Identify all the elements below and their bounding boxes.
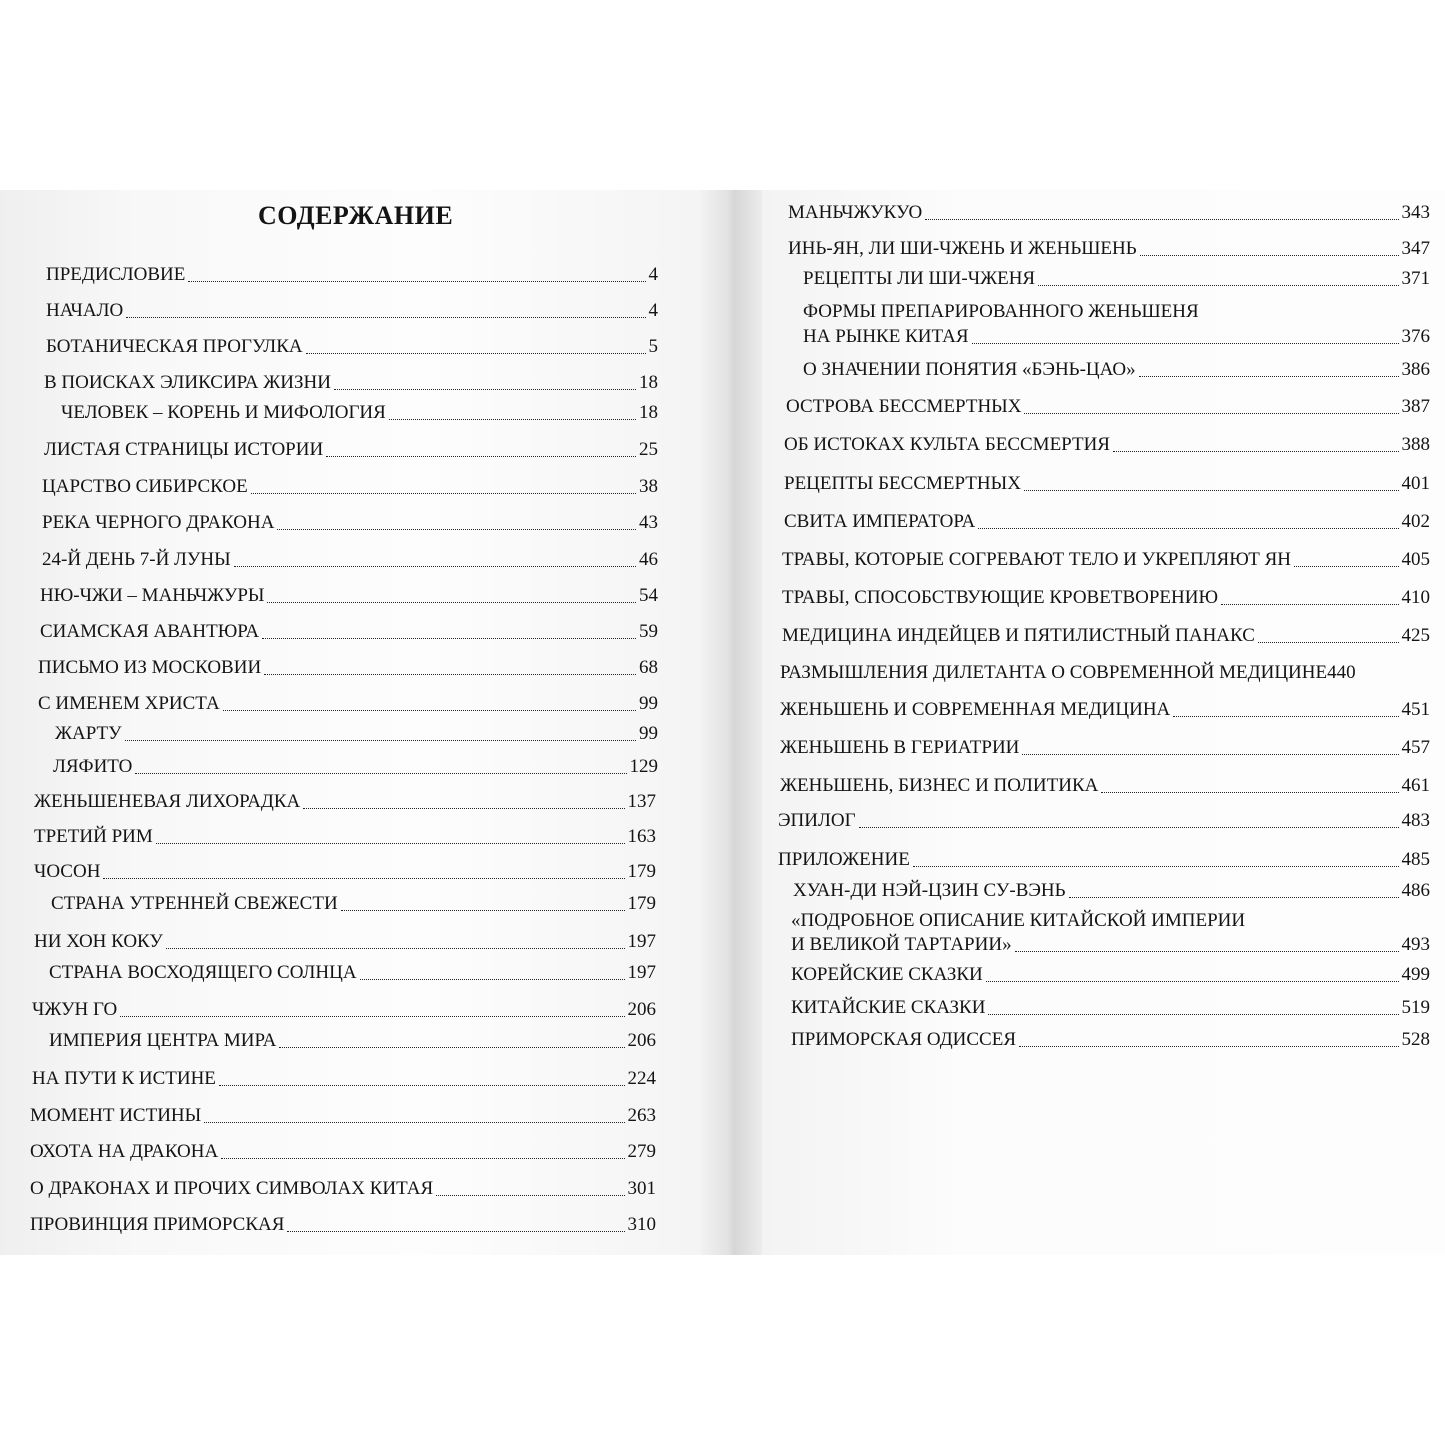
toc-entry-label: СВИТА ИМПЕРАТОРА — [784, 511, 976, 532]
toc-entry — [34, 861, 656, 883]
toc-entry-page: 224 — [627, 1068, 656, 1089]
toc-entry — [32, 999, 656, 1021]
toc-entry — [778, 849, 1430, 871]
toc-entry-label: ПРЕДИСЛОВИЕ — [46, 264, 186, 285]
leader-dots — [120, 1016, 624, 1017]
leader-dots — [204, 1122, 624, 1123]
toc-entry — [778, 810, 1430, 832]
toc-entry-page: 376 — [1401, 326, 1430, 347]
toc-entry — [30, 1141, 656, 1163]
toc-entry-label: ЭПИЛОГ — [778, 810, 856, 831]
toc-entry — [784, 434, 1430, 456]
toc-entry-label: СТРАНА УТРЕННЕЙ СВЕЖЕСТИ — [51, 893, 338, 914]
toc-entry-label: ЖЕНЬШЕНЬ В ГЕРИАТРИИ — [780, 737, 1020, 758]
leader-dots — [326, 456, 636, 457]
leader-dots — [913, 866, 1399, 867]
toc-entry-label: ЖЕНЬШЕНЬ И СОВРЕМЕННАЯ МЕДИЦИНА — [780, 699, 1171, 720]
toc-entry — [791, 997, 1430, 1019]
toc-entry — [49, 962, 656, 984]
toc-entry-page: 310 — [627, 1214, 656, 1235]
toc-entry-page: 99 — [639, 693, 658, 714]
toc-entry-label: ТРАВЫ, СПОСОБСТВУЮЩИЕ КРОВЕТВОРЕНИЮ — [782, 587, 1218, 608]
leader-dots — [125, 740, 636, 741]
book-gutter — [700, 190, 762, 1255]
leader-dots — [986, 981, 1399, 982]
toc-entry-page: 457 — [1401, 737, 1430, 758]
toc-entry — [46, 264, 658, 286]
leader-dots — [389, 419, 636, 420]
leader-dots — [188, 281, 645, 282]
toc-entry-page: 461 — [1401, 775, 1430, 796]
toc-entry-label: О ДРАКОНАХ И ПРОЧИХ СИМВОЛАХ КИТАЯ — [30, 1178, 434, 1199]
toc-entry-page: 18 — [639, 372, 658, 393]
leader-dots — [1173, 716, 1398, 717]
toc-entry-label: КИТАЙСКИЕ СКАЗКИ — [791, 997, 986, 1018]
toc-entry — [30, 1214, 656, 1236]
leader-dots — [262, 638, 636, 639]
toc-entry-page: 25 — [639, 439, 658, 460]
toc-entry — [38, 657, 658, 679]
toc-entry — [30, 1105, 656, 1127]
toc-entry-label: ОБ ИСТОКАХ КУЛЬТА БЕССМЕРТИЯ — [784, 434, 1110, 455]
leader-dots — [251, 493, 636, 494]
leader-dots — [1015, 951, 1399, 952]
leader-dots — [1294, 566, 1398, 567]
toc-entry-page: 388 — [1401, 434, 1430, 455]
leader-dots — [103, 878, 624, 879]
leader-dots — [303, 808, 624, 809]
toc-entry — [42, 512, 658, 534]
toc-entry — [49, 1030, 656, 1052]
toc-entry — [791, 1029, 1430, 1051]
toc-entry-label: 24-Й ДЕНЬ 7-Й ЛУНЫ — [42, 549, 231, 570]
toc-entry-page: 402 — [1401, 511, 1430, 532]
leader-dots — [166, 948, 625, 949]
toc-entry-page: 54 — [639, 585, 658, 606]
toc-entry — [34, 826, 656, 848]
toc-entry-page: 387 — [1401, 396, 1430, 417]
toc-entry-label: ТРАВЫ, КОТОРЫЕ СОГРЕВАЮТ ТЕЛО И УКРЕПЛЯЮТ ЯН — [782, 549, 1292, 570]
leader-dots — [234, 566, 636, 567]
toc-entry-page: 5 — [648, 336, 658, 357]
toc-entry-label: ТРЕТИЙ РИМ — [34, 826, 153, 847]
toc-entry — [788, 238, 1430, 260]
toc-entry-label: ЧЕЛОВЕК – КОРЕНЬ И МИФОЛОГИЯ — [61, 402, 386, 423]
toc-entry-label: ЖЕНЬШЕНЬ, БИЗНЕС И ПОЛИТИКА — [780, 775, 1099, 796]
leader-dots — [287, 1231, 624, 1232]
toc-entry-label: В ПОИСКАХ ЭЛИКСИРА ЖИЗНИ — [44, 372, 331, 393]
toc-entry-page: 519 — [1401, 997, 1430, 1018]
toc-entry — [803, 326, 1430, 348]
leader-dots — [1101, 792, 1398, 793]
leader-dots — [972, 343, 1399, 344]
toc-entry-label: ПРИМОРСКАЯ ОДИССЕЯ — [791, 1029, 1016, 1050]
toc-entry-label: И ВЕЛИКОЙ ТАРТАРИИ» — [791, 934, 1012, 955]
toc-entry-page: 206 — [627, 999, 656, 1020]
toc-entry-label: НАЧАЛО — [46, 300, 124, 321]
toc-entry-page: 206 — [627, 1030, 656, 1051]
toc-entry — [34, 931, 656, 953]
right-page — [762, 190, 1445, 1255]
toc-entry-label: МЕДИЦИНА ИНДЕЙЦЕВ И ПЯТИЛИСТНЫЙ ПАНАКС — [782, 625, 1255, 646]
toc-entry-page: 483 — [1401, 810, 1430, 831]
toc-entry — [40, 621, 658, 643]
toc-entry-label: ОСТРОВА БЕССМЕРТНЫХ — [786, 396, 1022, 417]
toc-entry-page: 493 — [1401, 934, 1430, 955]
toc-entry — [42, 476, 658, 498]
toc-entry — [782, 549, 1430, 571]
toc-entry-page: 386 — [1401, 359, 1430, 380]
toc-entry-label: БОТАНИЧЕСКАЯ ПРОГУЛКА — [46, 336, 303, 357]
leader-dots — [360, 979, 625, 980]
leader-dots — [223, 710, 636, 711]
toc-entry-page: 46 — [639, 549, 658, 570]
toc-entry-label: ФОРМЫ ПРЕПАРИРОВАННОГО ЖЕНЬШЕНЯ — [803, 301, 1199, 322]
toc-entry-label: ЦАРСТВО СИБИРСКОЕ — [42, 476, 248, 497]
toc-entry-label: НЮ-ЧЖИ – МАНЬЧЖУРЫ — [40, 585, 265, 606]
toc-entry-page: 197 — [627, 962, 656, 983]
leader-dots — [279, 1047, 624, 1048]
toc-entry — [51, 893, 656, 915]
toc-entry-page: 410 — [1401, 587, 1430, 608]
toc-entry-label: ЛИСТАЯ СТРАНИЦЫ ИСТОРИИ — [44, 439, 324, 460]
leader-dots — [1019, 1046, 1399, 1047]
toc-entry-label: НА ПУТИ К ИСТИНЕ — [32, 1068, 216, 1089]
toc-entry — [782, 625, 1430, 647]
toc-entry-label: НИ ХОН КОКУ — [34, 931, 163, 952]
leader-dots — [156, 843, 625, 844]
toc-entry-page: 347 — [1401, 238, 1430, 259]
leader-dots — [1139, 376, 1399, 377]
toc-entry-page: 4 — [648, 264, 658, 285]
leader-dots — [126, 317, 645, 318]
toc-entry-page: 163 — [627, 826, 656, 847]
leader-dots — [1140, 255, 1399, 256]
leader-dots — [221, 1158, 624, 1159]
toc-entry-label: ИМПЕРИЯ ЦЕНТРА МИРА — [49, 1030, 277, 1051]
leader-dots — [1022, 754, 1398, 755]
toc-entry — [34, 791, 656, 813]
toc-entry-page: 451 — [1401, 699, 1430, 720]
toc-entry — [30, 1178, 656, 1200]
toc-entry-label: ЛЯФИТО — [53, 756, 133, 777]
toc-entry — [61, 402, 658, 424]
toc-entry — [791, 910, 1430, 932]
leader-dots — [267, 602, 636, 603]
toc-entry-label: МАНЬЧЖУКУО — [788, 202, 923, 223]
leader-dots — [1258, 642, 1399, 643]
leader-dots — [925, 219, 1398, 220]
toc-entry-page: 59 — [639, 621, 658, 642]
toc-entry-page: 68 — [639, 657, 658, 678]
toc-entry-page: 485 — [1401, 849, 1430, 870]
page-title: СОДЕРЖАНИЕ — [258, 201, 454, 230]
leader-dots — [219, 1085, 625, 1086]
toc-entry — [791, 964, 1430, 986]
toc-entry — [46, 300, 658, 322]
leader-dots — [341, 910, 625, 911]
leader-dots — [264, 674, 636, 675]
toc-entry — [786, 396, 1430, 418]
toc-entry-label: С ИМЕНЕМ ХРИСТА — [38, 693, 220, 714]
toc-entry-page: 499 — [1401, 964, 1430, 985]
toc-entry — [803, 268, 1430, 290]
toc-entry — [38, 693, 658, 715]
toc-entry — [44, 439, 658, 461]
leader-dots — [436, 1195, 624, 1196]
toc-entry — [793, 880, 1430, 902]
leader-dots — [1221, 604, 1399, 605]
toc-entry-page: 129 — [629, 756, 658, 777]
toc-entry — [42, 549, 658, 571]
toc-entry-label: ПРОВИНЦИЯ ПРИМОРСКАЯ — [30, 1214, 285, 1235]
toc-entry — [788, 202, 1430, 224]
leader-dots — [1024, 413, 1398, 414]
leader-dots — [306, 353, 646, 354]
toc-entry-label: РЕЦЕПТЫ БЕССМЕРТНЫХ — [784, 473, 1021, 494]
leader-dots — [1069, 897, 1399, 898]
leader-dots — [135, 773, 626, 774]
toc-entry-page: 4 — [648, 300, 658, 321]
toc-entry-label: СИАМСКАЯ АВАНТЮРА — [40, 621, 260, 642]
toc-entry-label: РЕКА ЧЕРНОГО ДРАКОНА — [42, 512, 275, 533]
toc-entry-page: 343 — [1401, 202, 1430, 223]
toc-entry — [780, 662, 1430, 684]
toc-entry-label: РЕЦЕПТЫ ЛИ ШИ-ЧЖЕНЯ — [803, 268, 1036, 289]
toc-entry-label: ЖАРТУ — [55, 723, 122, 744]
toc-entry — [784, 511, 1430, 533]
toc-entry — [791, 934, 1430, 956]
toc-entry-label: «ПОДРОБНОЕ ОПИСАНИЕ КИТАЙСКОЙ ИМПЕРИИ — [791, 910, 1246, 931]
toc-entry-label: ПИСЬМО ИЗ МОСКОВИИ — [38, 657, 262, 678]
toc-entry — [32, 1068, 656, 1090]
toc-entry-page: 43 — [639, 512, 658, 533]
toc-entry-page: 18 — [639, 402, 658, 423]
toc-entry — [40, 585, 658, 607]
leader-dots — [277, 529, 636, 530]
leader-dots — [1113, 451, 1399, 452]
toc-entry-page: 99 — [639, 723, 658, 744]
toc-entry-page: 405 — [1401, 549, 1430, 570]
toc-entry — [780, 775, 1430, 797]
toc-entry-label: ИНЬ-ЯН, ЛИ ШИ-ЧЖЕНЬ И ЖЕНЬШЕНЬ — [788, 238, 1137, 259]
toc-entry — [46, 336, 658, 358]
toc-entry-page: 301 — [627, 1178, 656, 1199]
toc-entry-label: ОХОТА НА ДРАКОНА — [30, 1141, 219, 1162]
toc-entry — [803, 301, 1430, 323]
toc-entry — [780, 737, 1430, 759]
toc-entry — [782, 587, 1430, 609]
leader-dots — [1024, 490, 1399, 491]
toc-entry-page: 197 — [627, 931, 656, 952]
toc-entry — [53, 756, 658, 778]
toc-entry-page: 528 — [1401, 1029, 1430, 1050]
toc-entry-label: ЧЖУН ГО — [32, 999, 118, 1020]
leader-dots — [334, 389, 636, 390]
toc-entry-label: ПРИЛОЖЕНИЕ — [778, 849, 910, 870]
toc-entry-label: ХУАН-ДИ НЭЙ-ЦЗИН СУ-ВЭНЬ — [793, 880, 1066, 901]
toc-entry-page: 137 — [627, 791, 656, 812]
leader-dots — [1038, 285, 1398, 286]
toc-entry-label: ЧОСОН — [34, 861, 101, 882]
leader-dots — [859, 827, 1399, 828]
leader-dots — [978, 528, 1398, 529]
toc-entry-label: РАЗМЫШЛЕНИЯ ДИЛЕТАНТА О СОВРЕМЕННОЙ МЕДИЦИНЕ — [780, 662, 1328, 683]
toc-entry — [780, 699, 1430, 721]
toc-entry-page: 440 — [1327, 662, 1356, 683]
leader-dots — [988, 1014, 1398, 1015]
toc-entry-label: ЖЕНЬШЕНЕВАЯ ЛИХОРАДКА — [34, 791, 301, 812]
toc-entry-page: 425 — [1401, 625, 1430, 646]
toc-entry — [784, 473, 1430, 495]
toc-entry-label: СТРАНА ВОСХОДЯЩЕГО СОЛНЦА — [49, 962, 357, 983]
toc-entry-page: 38 — [639, 476, 658, 497]
toc-entry-page: 263 — [627, 1105, 656, 1126]
toc-entry-label: КОРЕЙСКИЕ СКАЗКИ — [791, 964, 983, 985]
toc-entry — [803, 359, 1430, 381]
toc-entry — [55, 723, 658, 745]
toc-entry-label: МОМЕНТ ИСТИНЫ — [30, 1105, 202, 1126]
toc-entry-label: О ЗНАЧЕНИИ ПОНЯТИЯ «БЭНЬ-ЦАО» — [803, 359, 1136, 380]
toc-entry-page: 179 — [627, 861, 656, 882]
toc-entry-page: 401 — [1401, 473, 1430, 494]
toc-entry — [44, 372, 658, 394]
toc-entry-page: 371 — [1401, 268, 1430, 289]
toc-entry-page: 486 — [1401, 880, 1430, 901]
toc-entry-label: НА РЫНКЕ КИТАЯ — [803, 326, 969, 347]
toc-entry-page: 179 — [627, 893, 656, 914]
toc-entry-page: 279 — [627, 1141, 656, 1162]
